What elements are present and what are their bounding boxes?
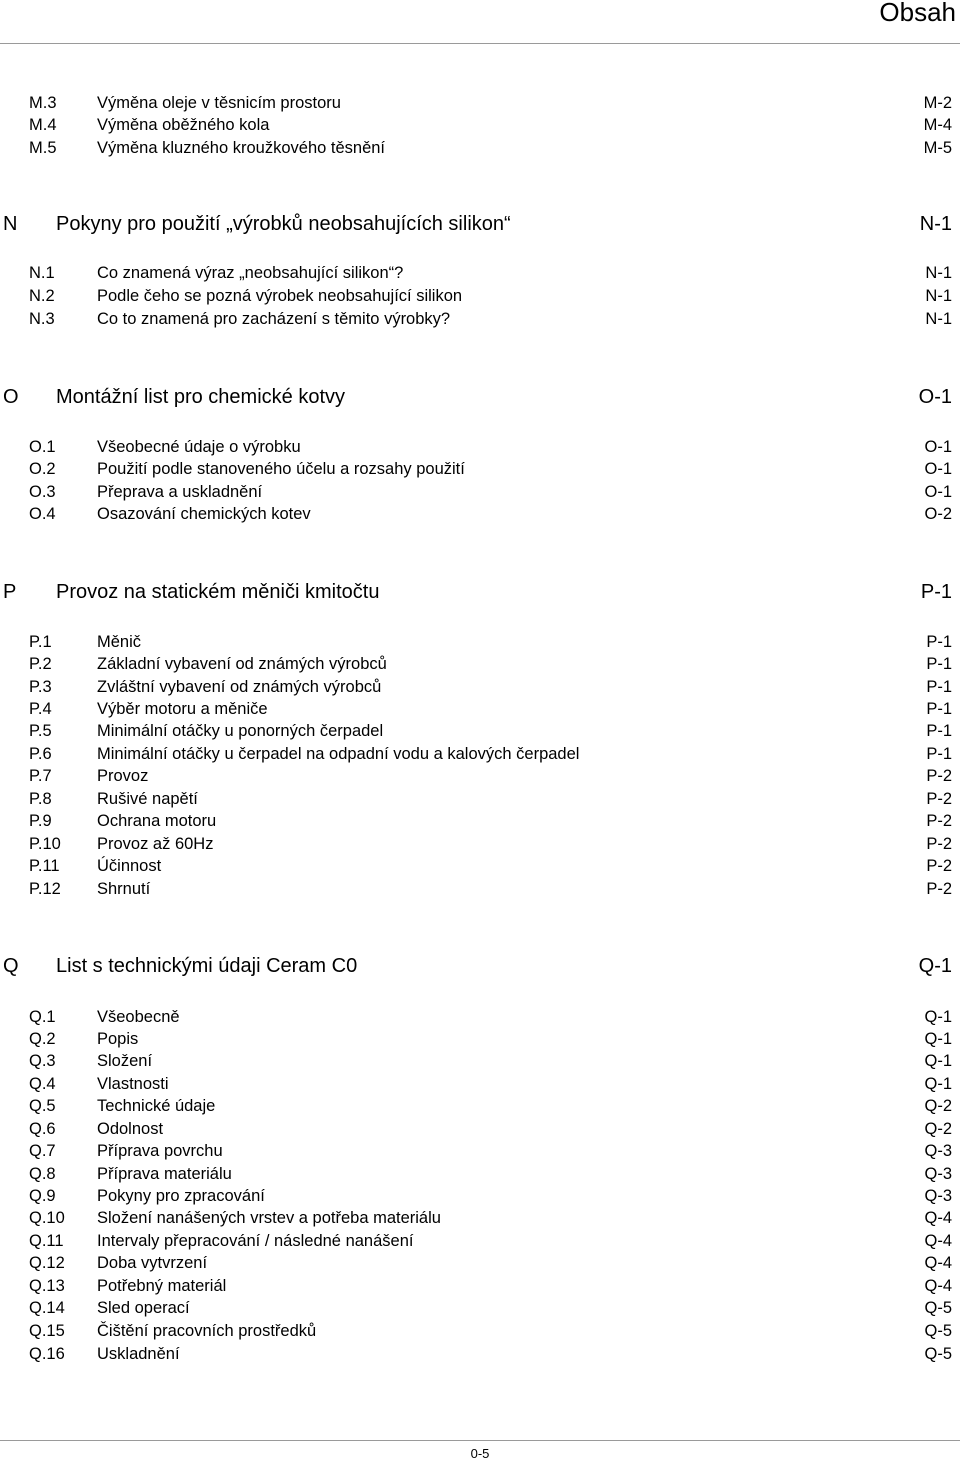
toc-entry xyxy=(0,308,960,330)
entry-number: P.1 xyxy=(29,633,52,651)
entry-page: N-1 xyxy=(925,287,952,305)
entry-title: Rušivé napětí xyxy=(97,790,198,808)
toc-entry xyxy=(0,698,960,720)
entry-title: Účinnost xyxy=(97,857,162,875)
entry-page: Q-5 xyxy=(924,1345,952,1363)
toc-entry xyxy=(0,1207,960,1229)
toc-entry xyxy=(0,1320,960,1342)
entry-number: Q.12 xyxy=(29,1254,65,1272)
entry-page: P-1 xyxy=(926,722,952,740)
entry-page: P-2 xyxy=(926,812,952,830)
toc-entry xyxy=(0,1275,960,1297)
entry-title: Provoz xyxy=(97,767,149,785)
entry-title: Výměna kluzného kroužkového těsnění xyxy=(97,139,386,157)
entry-title: Příprava materiálu xyxy=(97,1165,232,1183)
entry-number: Q.13 xyxy=(29,1277,65,1295)
entry-title: Složení xyxy=(97,1052,153,1070)
section-page: Q-1 xyxy=(918,955,952,977)
entry-title: Příprava povrchu xyxy=(97,1142,223,1160)
entry-number: Q.14 xyxy=(29,1299,65,1317)
entry-title: Všeobecné údaje o výrobku xyxy=(97,438,301,456)
entry-title: Výběr motoru a měniče xyxy=(97,700,268,718)
entry-title: Pokyny pro zpracování xyxy=(97,1187,265,1205)
entry-page: M-5 xyxy=(923,139,952,157)
toc-entry xyxy=(0,137,960,159)
section-page: N-1 xyxy=(919,213,952,235)
entry-number: Q.8 xyxy=(29,1165,56,1183)
entry-number: Q.7 xyxy=(29,1142,56,1160)
toc-entry xyxy=(0,720,960,742)
toc-section-heading xyxy=(0,384,960,410)
section-page: O-1 xyxy=(918,386,952,408)
entry-page: Q-3 xyxy=(924,1142,952,1160)
entry-page: M-4 xyxy=(923,116,952,134)
entry-page: P-1 xyxy=(926,678,952,696)
entry-number: O.1 xyxy=(29,438,56,456)
entry-title: Přeprava a uskladnění xyxy=(97,483,263,501)
toc-entry xyxy=(0,481,960,503)
entry-number: P.5 xyxy=(29,722,52,740)
section-title: List s technickými údaji Ceram C0 xyxy=(56,955,358,977)
section-title: Pokyny pro použití „výrobků neobsahujících silikon“ xyxy=(56,213,511,235)
entry-title: Všeobecně xyxy=(97,1008,180,1026)
entry-page: Q-5 xyxy=(924,1299,952,1317)
entry-number: M.5 xyxy=(29,139,57,157)
section-title: Provoz na statickém měniči kmitočtu xyxy=(56,581,380,603)
entry-title: Potřebný materiál xyxy=(97,1277,227,1295)
toc-section-heading xyxy=(0,953,960,979)
toc-entry xyxy=(0,1163,960,1185)
entry-title: Měnič xyxy=(97,633,142,651)
section-letter: Q xyxy=(3,955,19,977)
entry-title: Výměna oběžného kola xyxy=(97,116,270,134)
entry-page: Q-2 xyxy=(924,1097,952,1115)
entry-page: Q-4 xyxy=(924,1209,952,1227)
toc-entry xyxy=(0,1185,960,1207)
page-header-title: Obsah xyxy=(879,0,956,27)
toc-entry xyxy=(0,92,960,114)
toc-entry xyxy=(0,743,960,765)
entry-title: Uskladnění xyxy=(97,1345,180,1363)
toc-entry xyxy=(0,1230,960,1252)
entry-title: Intervaly přepracování / následné nanášení xyxy=(97,1232,414,1250)
entry-page: Q-2 xyxy=(924,1120,952,1138)
entry-number: Q.4 xyxy=(29,1075,56,1093)
entry-title: Minimální otáčky u čerpadel na odpadní vodu a kalových čerpadel xyxy=(97,745,580,763)
entry-page: P-2 xyxy=(926,880,952,898)
header-divider xyxy=(0,43,960,44)
entry-page: P-1 xyxy=(926,745,952,763)
entry-number: Q.9 xyxy=(29,1187,56,1205)
entry-title: Výměna oleje v těsnicím prostoru xyxy=(97,94,341,112)
entry-title: Odolnost xyxy=(97,1120,164,1138)
entry-page: P-1 xyxy=(926,700,952,718)
entry-title: Shrnutí xyxy=(97,880,151,898)
entry-number: P.2 xyxy=(29,655,52,673)
entry-number: M.3 xyxy=(29,94,57,112)
entry-page: Q-1 xyxy=(924,1052,952,1070)
entry-number: Q.3 xyxy=(29,1052,56,1070)
entry-title: Minimální otáčky u ponorných čerpadel xyxy=(97,722,384,740)
entry-number: N.3 xyxy=(29,310,55,328)
toc-entry xyxy=(0,458,960,480)
entry-number: O.2 xyxy=(29,460,56,478)
entry-page: Q-3 xyxy=(924,1187,952,1205)
entry-number: P.3 xyxy=(29,678,52,696)
entry-number: N.2 xyxy=(29,287,55,305)
entry-page: Q-1 xyxy=(924,1075,952,1093)
toc-entry xyxy=(0,653,960,675)
toc-entry xyxy=(0,631,960,653)
entry-page: P-2 xyxy=(926,767,952,785)
entry-number: O.3 xyxy=(29,483,56,501)
entry-title: Zvláštní vybavení od známých výrobců xyxy=(97,678,382,696)
entry-title: Osazování chemických kotev xyxy=(97,505,311,523)
toc-section-heading xyxy=(0,211,960,237)
entry-number: N.1 xyxy=(29,264,55,282)
toc-entry xyxy=(0,855,960,877)
section-page: P-1 xyxy=(920,581,952,603)
toc-entry xyxy=(0,114,960,136)
entry-number: Q.15 xyxy=(29,1322,65,1340)
entry-title: Co znamená výraz „neobsahující silikon“? xyxy=(97,264,404,282)
entry-page: P-1 xyxy=(926,633,952,651)
entry-page: Q-4 xyxy=(924,1254,952,1272)
entry-number: O.4 xyxy=(29,505,56,523)
footer-page-number: 0-5 xyxy=(470,1446,490,1461)
entry-page: Q-5 xyxy=(924,1322,952,1340)
entry-number: Q.10 xyxy=(29,1209,65,1227)
entry-number: P.10 xyxy=(29,835,61,853)
entry-page: Q-3 xyxy=(924,1165,952,1183)
entry-number: Q.5 xyxy=(29,1097,56,1115)
entry-page: Q-1 xyxy=(924,1008,952,1026)
entry-number: P.12 xyxy=(29,880,61,898)
toc-entry xyxy=(0,833,960,855)
entry-page: Q-1 xyxy=(924,1030,952,1048)
footer-divider xyxy=(0,1440,960,1441)
toc-section-heading xyxy=(0,579,960,605)
entry-number: Q.11 xyxy=(29,1232,64,1250)
toc-entry xyxy=(0,765,960,787)
entry-title: Sled operací xyxy=(97,1299,190,1317)
entry-page: P-2 xyxy=(926,790,952,808)
entry-number: P.9 xyxy=(29,812,52,830)
entry-title: Ochrana motoru xyxy=(97,812,217,830)
entry-number: P.4 xyxy=(29,700,52,718)
entry-title: Popis xyxy=(97,1030,139,1048)
entry-title: Technické údaje xyxy=(97,1097,216,1115)
entry-page: M-2 xyxy=(923,94,952,112)
entry-page: O-2 xyxy=(924,505,952,523)
section-letter: O xyxy=(3,386,19,408)
entry-title: Složení nanášených vrstev a potřeba materiálu xyxy=(97,1209,441,1227)
toc-entry xyxy=(0,788,960,810)
entry-page: O-1 xyxy=(924,438,952,456)
entry-title: Co to znamená pro zacházení s těmito výrobky? xyxy=(97,310,451,328)
toc-entry xyxy=(0,1118,960,1140)
toc-entry xyxy=(0,285,960,307)
toc-entry xyxy=(0,1028,960,1050)
toc-entry xyxy=(0,878,960,900)
entry-number: P.11 xyxy=(29,857,60,875)
toc-entry xyxy=(0,1073,960,1095)
section-letter: P xyxy=(3,581,17,603)
toc-entry xyxy=(0,810,960,832)
toc-entry xyxy=(0,503,960,525)
toc-entry xyxy=(0,676,960,698)
entry-page: N-1 xyxy=(925,264,952,282)
entry-number: Q.1 xyxy=(29,1008,56,1026)
toc-entry xyxy=(0,1252,960,1274)
entry-number: Q.6 xyxy=(29,1120,56,1138)
entry-page: P-1 xyxy=(926,655,952,673)
entry-page: O-1 xyxy=(924,460,952,478)
entry-page: P-2 xyxy=(926,835,952,853)
entry-page: Q-4 xyxy=(924,1232,952,1250)
entry-number: M.4 xyxy=(29,116,57,134)
toc-entry xyxy=(0,436,960,458)
entry-title: Čištění pracovních prostředků xyxy=(97,1322,317,1340)
toc-entry xyxy=(0,1297,960,1319)
toc-entry xyxy=(0,262,960,284)
entry-number: Q.16 xyxy=(29,1345,65,1363)
entry-page: N-1 xyxy=(925,310,952,328)
entry-page: P-2 xyxy=(926,857,952,875)
toc-entry xyxy=(0,1095,960,1117)
entry-number: P.8 xyxy=(29,790,52,808)
entry-title: Podle čeho se pozná výrobek neobsahující silikon xyxy=(97,287,463,305)
entry-page: O-1 xyxy=(924,483,952,501)
entry-number: Q.2 xyxy=(29,1030,56,1048)
toc-entry xyxy=(0,1050,960,1072)
entry-title: Vlastnosti xyxy=(97,1075,169,1093)
section-letter: N xyxy=(3,213,18,235)
entry-title: Použití podle stanoveného účelu a rozsahy použití xyxy=(97,460,465,478)
toc-entry xyxy=(0,1343,960,1365)
section-title: Montážní list pro chemické kotvy xyxy=(56,386,345,408)
toc-entry xyxy=(0,1006,960,1028)
entry-title: Základní vybavení od známých výrobců xyxy=(97,655,387,673)
entry-page: Q-4 xyxy=(924,1277,952,1295)
toc-entry xyxy=(0,1140,960,1162)
entry-number: P.6 xyxy=(29,745,52,763)
entry-number: P.7 xyxy=(29,767,52,785)
entry-title: Doba vytvrzení xyxy=(97,1254,208,1272)
entry-title: Provoz až 60Hz xyxy=(97,835,214,853)
